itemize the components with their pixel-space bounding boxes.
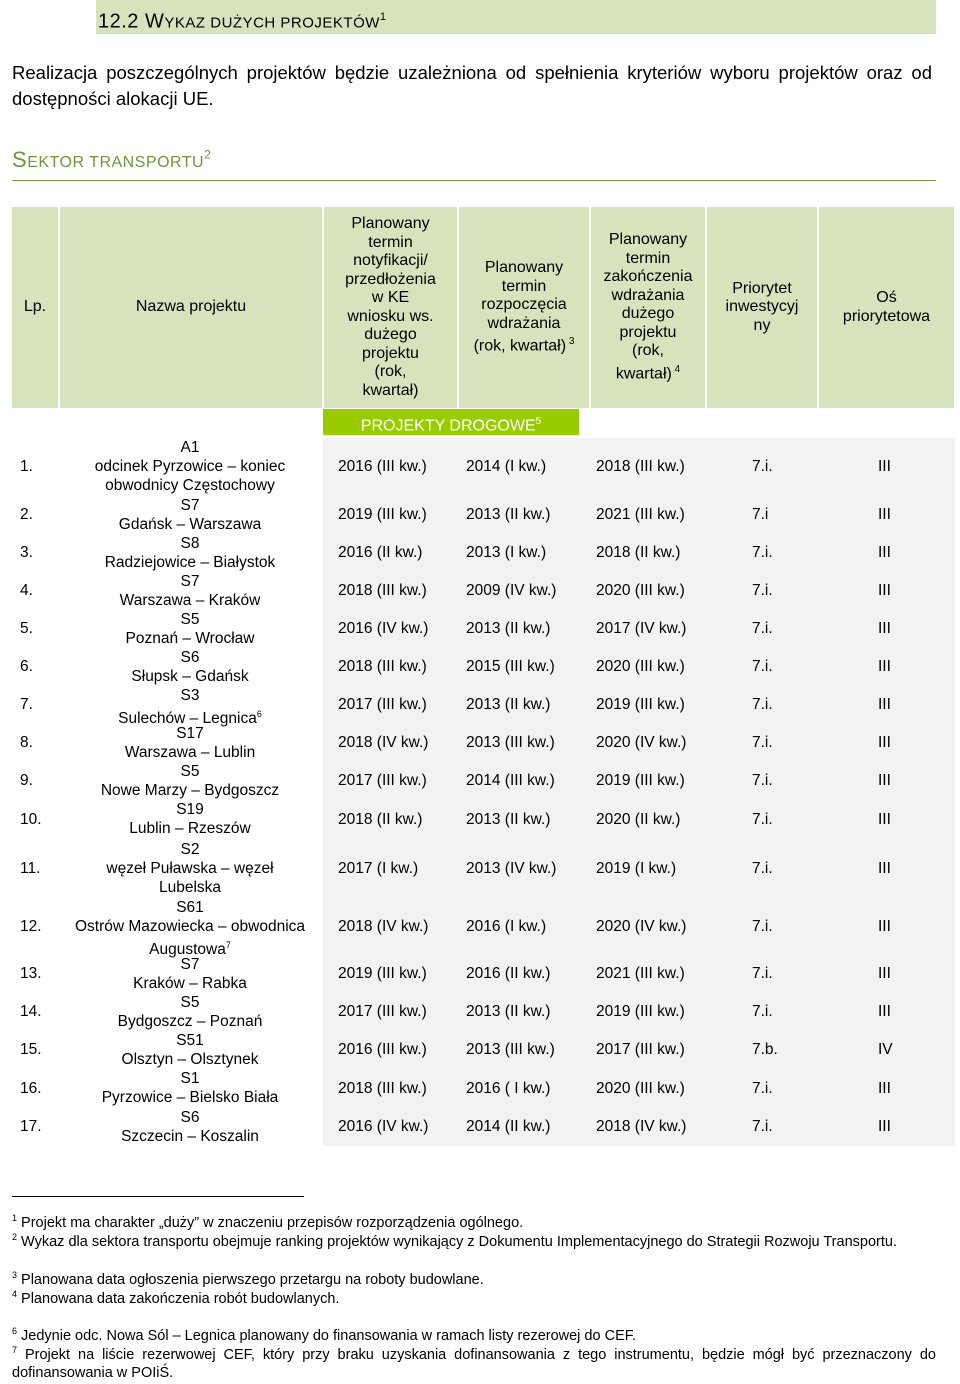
cell-project-name [70, 762, 310, 800]
cell-axis: III [878, 696, 891, 713]
cell-axis: III [878, 620, 891, 637]
footnote-number: 7 [12, 1345, 18, 1355]
header-start [459, 207, 589, 408]
heading-title-initial: W [145, 10, 165, 33]
heading-number: 12.2 [98, 10, 139, 33]
header-line: termin [368, 233, 413, 251]
header-line: (rok, [374, 363, 407, 380]
cell-lp: 15. [20, 1041, 42, 1058]
cell-axis: III [878, 1003, 891, 1020]
sector-heading [12, 147, 936, 181]
project-name-line: S5 [180, 763, 200, 780]
page-heading [96, 0, 936, 34]
footnote-item [12, 1285, 936, 1308]
sector-title-rest: EKTOR TRANSPORTU [27, 154, 205, 171]
cell-priority: 7.i. [752, 582, 773, 599]
header-line: rozpoczęcia [481, 296, 567, 314]
header-line: kwartał) [362, 381, 419, 399]
cell-axis: III [878, 860, 891, 877]
cell-notif: 2018 (IV kw.) [338, 918, 429, 935]
cell-notif: 2018 (IV kw.) [338, 734, 429, 751]
footnote-number: 6 [12, 1326, 18, 1336]
project-name-line: Radziejowice – Białystok [104, 554, 276, 571]
cell-end: 2020 (III kw.) [596, 1080, 685, 1097]
cell-end: 2020 (II kw.) [596, 811, 681, 828]
project-name-line: S1 [180, 1070, 200, 1087]
cell-notif: 2016 (IV kw.) [338, 1118, 429, 1135]
cell-end: 2017 (IV kw.) [596, 620, 687, 637]
table-row [0, 496, 960, 534]
table-row [0, 572, 960, 610]
project-name-line: S8 [180, 535, 200, 552]
header-end [591, 207, 705, 408]
cell-start: 2015 (III kw.) [466, 658, 555, 675]
table-row [0, 724, 960, 762]
project-name-line: Sulechów – Legnica [118, 710, 257, 728]
section-footnote-ref[interactable]: 5 [535, 416, 542, 427]
project-name-line: S6 [180, 1109, 200, 1126]
project-name-line: Pyrzowice – Bielsko Biała [101, 1089, 279, 1106]
header-line: notyfikacji/ [353, 252, 428, 269]
name-footnote-ref[interactable]: 6 [256, 709, 262, 719]
footnote-number: 1 [12, 1213, 18, 1223]
header-line: zakończenia [603, 268, 693, 286]
cell-start: 2013 (II kw.) [466, 696, 551, 713]
header-line: wniosku ws. [347, 307, 434, 325]
cell-start: 2013 (III kw.) [466, 1041, 555, 1058]
project-name-line: odcinek Pyrzowice – koniec [94, 458, 286, 475]
cell-priority: 7.i [752, 506, 769, 523]
footnote-text: Planowana data ogłoszenia pierwszego przetargu na roboty budowlane. [17, 1271, 484, 1288]
cell-project-name [70, 610, 310, 648]
project-name-line: A1 [180, 439, 200, 456]
cell-priority: 7.i. [752, 918, 773, 935]
header-line: Planowany [484, 259, 564, 277]
table-row [0, 762, 960, 800]
cell-priority: 7.i. [752, 544, 773, 561]
cell-start: 2009 (IV kw.) [466, 582, 557, 599]
cell-lp: 2. [20, 506, 33, 523]
cell-lp: 13. [20, 965, 42, 982]
header-name: Nazwa projektu [60, 207, 322, 408]
table-row [0, 534, 960, 572]
cell-priority: 7.i. [752, 1118, 773, 1135]
header-line: termin [625, 249, 671, 267]
cell-notif: 2018 (III kw.) [338, 582, 427, 599]
cell-lp: 8. [20, 734, 33, 751]
project-name-line: S17 [176, 725, 204, 742]
footnote-separator [12, 1196, 304, 1197]
cell-end: 2018 (IV kw.) [596, 1118, 687, 1135]
cell-start: 2013 (II kw.) [466, 1003, 551, 1020]
project-name-line: S61 [176, 899, 204, 916]
footnote-text: Planowana data zakończenia robót budowlanych. [17, 1290, 340, 1307]
table-row [0, 955, 960, 993]
table-row [0, 438, 960, 496]
cell-notif: 2019 (III kw.) [338, 506, 427, 523]
cell-axis: III [878, 734, 891, 751]
header-line: inwestycyj [725, 298, 799, 316]
project-name-line: S19 [176, 801, 204, 818]
intro-paragraph: Realizacja poszczególnych projektów będzie uzależniona od spełnienia kryteriów wyboru projektów oraz od dostępności alokacji UE. [12, 62, 932, 109]
cell-priority: 7.i. [752, 458, 773, 475]
cell-end: 2019 (III kw.) [596, 1003, 685, 1020]
cell-notif: 2018 (II kw.) [338, 811, 423, 828]
cell-priority: 7.i. [752, 696, 773, 713]
table-row [0, 686, 960, 728]
cell-lp: 3. [20, 544, 33, 561]
project-name-line: Ostrów Mazowiecka – obwodnica [74, 918, 306, 935]
project-name-line: Szczecin – Koszalin [121, 1128, 259, 1145]
header-line: wdrażania [487, 314, 561, 332]
cell-project-name [70, 572, 310, 610]
project-name-line: Słupsk – Gdańsk [131, 668, 249, 685]
table-row [0, 800, 960, 840]
cell-lp: 10. [20, 811, 42, 828]
cell-notif: 2019 (III kw.) [338, 965, 427, 982]
heading-title-rest: YKAZ DUŻYCH PROJEKTÓW [164, 14, 380, 32]
project-name-line: S2 [180, 841, 200, 858]
project-name-line: S51 [176, 1032, 204, 1049]
cell-axis: III [878, 1118, 891, 1135]
project-name-line: S3 [180, 687, 200, 704]
cell-end: 2020 (IV kw.) [596, 734, 687, 751]
header-line: (rok, [631, 342, 664, 360]
cell-priority: 7.i. [752, 620, 773, 637]
cell-end: 2021 (III kw.) [596, 965, 685, 982]
cell-axis: III [878, 544, 891, 561]
table-row [0, 648, 960, 686]
footnote-item [12, 1341, 936, 1382]
header-line: ny [753, 316, 771, 334]
footnote-text: Projekt ma charakter „duży” w znaczeniu przepisów rozporządzenia ogólnego. [17, 1214, 524, 1231]
cell-start: 2013 (II kw.) [466, 506, 551, 523]
cell-lp: 11. [20, 860, 41, 877]
cell-notif: 2017 (III kw.) [338, 696, 427, 713]
project-name-line: Kraków – Rabka [133, 975, 247, 992]
cell-axis: III [878, 1080, 891, 1097]
table-row [0, 898, 960, 959]
cell-notif: 2016 (III kw.) [338, 458, 427, 475]
cell-lp: 12. [20, 918, 42, 935]
cell-notif: 2017 (I kw.) [338, 860, 419, 877]
cell-priority: 7.b. [752, 1041, 778, 1058]
header-lp: Lp. [12, 207, 58, 408]
project-name-line: węzeł Puławska – węzeł [106, 860, 274, 877]
cell-lp: 9. [20, 772, 33, 789]
cell-end: 2018 (III kw.) [596, 458, 685, 475]
project-name-line: S7 [180, 573, 200, 590]
project-name-line: Warszawa – Kraków [119, 592, 261, 609]
project-name-line: Nowe Marzy – Bydgoszcz [100, 782, 280, 799]
cell-axis: III [878, 506, 891, 523]
cell-start: 2014 (II kw.) [466, 1118, 551, 1135]
cell-notif: 2018 (III kw.) [338, 658, 427, 675]
table-row [0, 1108, 960, 1146]
name-footnote-ref[interactable]: 7 [225, 940, 231, 950]
cell-axis: III [878, 811, 891, 828]
footnote-text: Wykaz dla sektora transportu obejmuje ranking projektów wynikający z Dokumentu Implementacyjnego do Strategii Rozwoju Transportu. [17, 1233, 897, 1250]
project-name-line: Bydgoszcz – Poznań [117, 1013, 263, 1030]
cell-notif: 2018 (III kw.) [338, 1080, 427, 1097]
cell-axis: III [878, 658, 891, 675]
table-row [0, 1031, 960, 1069]
cell-end: 2020 (IV kw.) [596, 918, 687, 935]
project-name-line: S7 [180, 497, 200, 514]
table-row [0, 840, 960, 898]
cell-priority: 7.i. [752, 965, 773, 982]
header-footnote-ref[interactable]: 4 [671, 363, 681, 375]
header-notification [324, 207, 457, 408]
header-line: dużego [364, 326, 417, 343]
cell-axis: III [878, 458, 891, 475]
header-line: Priorytet [732, 279, 792, 297]
project-name-line: S7 [180, 956, 200, 973]
cell-priority: 7.i. [752, 811, 773, 828]
footnote-text: Projekt na liście rezerwowej CEF, który przy braku uzyskania dofinansowania z tego instrumentu, będzie mógł być przeznaczony do dofinansowania w POIiŚ. [12, 1346, 936, 1381]
header-line: projektu [362, 344, 419, 362]
section-roads-label: PROJEKTY DROGOWE$^5$ [323, 409, 579, 435]
cell-lp: 7. [20, 696, 33, 713]
cell-priority: 7.i. [752, 734, 773, 751]
cell-notif: 2016 (II kw.) [338, 544, 423, 561]
header-line: dużego [621, 305, 675, 323]
header-line: wdrażania [611, 286, 685, 304]
header-line: (rok, kwartał) $^3$ [473, 336, 575, 355]
cell-axis: IV [878, 1041, 893, 1058]
project-name-line: Warszawa – Lublin [124, 744, 256, 761]
table-row [0, 1069, 960, 1108]
cell-project-name [70, 534, 310, 572]
header-line: w KE [371, 289, 410, 306]
project-name-line: Olsztyn – Olsztynek [121, 1051, 259, 1068]
project-name-line: Lublin – Rzeszów [129, 820, 251, 837]
header-line: termin [501, 277, 547, 295]
table-row [0, 610, 960, 648]
project-name-line: S5 [180, 994, 200, 1011]
cell-lp: 16. [20, 1080, 42, 1097]
footnote-text: Jedynie odc. Nowa Sól – Legnica planowany do finansowania w ramach listy rezerowej do CEF. [17, 1327, 637, 1344]
cell-notif: 2017 (III kw.) [338, 1003, 427, 1020]
cell-start: 2016 ( I kw.) [466, 1080, 551, 1097]
header-line: Planowany [608, 231, 688, 249]
project-name-line: Lubelska [158, 879, 222, 896]
table-row [0, 993, 960, 1031]
cell-end: 2019 (III kw.) [596, 696, 685, 713]
cell-end: 2020 (III kw.) [596, 582, 685, 599]
sector-initial: S [12, 147, 28, 172]
project-name-line: obwodnicy Częstochowy [105, 477, 275, 494]
cell-project-name [70, 955, 310, 993]
footnote-number: 2 [12, 1232, 18, 1242]
header-line: priorytetowa [842, 307, 931, 325]
cell-priority: 7.i. [752, 772, 773, 789]
cell-project-name [70, 724, 310, 762]
header-axis [819, 207, 954, 408]
cell-priority: 7.i. [752, 860, 773, 877]
project-name-line: S6 [180, 649, 200, 666]
cell-start: 2014 (III kw.) [466, 772, 555, 789]
footnote-number: 3 [12, 1270, 18, 1280]
cell-start: 2013 (III kw.) [466, 734, 555, 751]
footnote-item [12, 1228, 936, 1251]
cell-project-name [70, 898, 310, 959]
cell-start: 2014 (I kw.) [466, 458, 547, 475]
cell-project-name [70, 496, 310, 534]
cell-notif: 2017 (III kw.) [338, 772, 427, 789]
cell-project-name [70, 648, 310, 686]
project-name-line: Gdańsk – Warszawa [118, 516, 262, 533]
cell-end: 2019 (III kw.) [596, 772, 685, 789]
cell-start: 2013 (IV kw.) [466, 860, 557, 877]
header-line: Planowany [351, 215, 430, 232]
cell-end: 2019 (I kw.) [596, 860, 677, 877]
header-priority [707, 207, 817, 408]
cell-notif: 2016 (III kw.) [338, 1041, 427, 1058]
cell-start: 2016 (I kw.) [466, 918, 547, 935]
cell-start: 2013 (I kw.) [466, 544, 547, 561]
cell-lp: 1. [20, 458, 33, 475]
cell-axis: III [878, 965, 891, 982]
cell-end: 2020 (III kw.) [596, 658, 685, 675]
header-line: przedłożenia [345, 270, 436, 288]
cell-start: 2016 (II kw.) [466, 965, 551, 982]
header-line: projektu [619, 323, 677, 341]
header-line: kwartał) $^4$ [615, 363, 681, 383]
cell-project-name [70, 686, 310, 728]
cell-project-name [70, 1108, 310, 1146]
cell-start: 2013 (II kw.) [466, 620, 551, 637]
header-line: Oś [876, 289, 897, 306]
cell-project-name [70, 993, 310, 1031]
cell-end: 2021 (III kw.) [596, 506, 685, 523]
header-footnote-ref[interactable]: 3 [566, 336, 575, 348]
cell-axis: III [878, 582, 891, 599]
cell-priority: 7.i. [752, 1003, 773, 1020]
cell-project-name [70, 1069, 310, 1107]
cell-project-name [70, 438, 310, 495]
sector-footnote-ref[interactable]: 2 [204, 147, 212, 162]
cell-end: 2017 (III kw.) [596, 1041, 685, 1058]
cell-project-name [70, 800, 310, 838]
cell-axis: III [878, 918, 891, 935]
cell-project-name [70, 840, 310, 897]
cell-end: 2018 (II kw.) [596, 544, 681, 561]
cell-lp: 14. [20, 1003, 42, 1020]
cell-notif: 2016 (IV kw.) [338, 620, 429, 637]
cell-axis: III [878, 772, 891, 789]
cell-lp: 6. [20, 658, 33, 675]
cell-lp: 17. [20, 1118, 42, 1135]
cell-project-name [70, 1031, 310, 1069]
cell-start: 2013 (II kw.) [466, 811, 551, 828]
footnote-number: 4 [12, 1289, 18, 1299]
project-name-line: Augustowa [149, 941, 226, 959]
cell-lp: 5. [20, 620, 33, 637]
project-name-line: S5 [180, 611, 200, 628]
project-name-line: Poznań – Wrocław [125, 630, 255, 647]
cell-priority: 7.i. [752, 658, 773, 675]
cell-lp: 4. [20, 582, 33, 599]
cell-priority: 7.i. [752, 1080, 773, 1097]
heading-footnote-ref[interactable]: 1 [379, 11, 387, 23]
